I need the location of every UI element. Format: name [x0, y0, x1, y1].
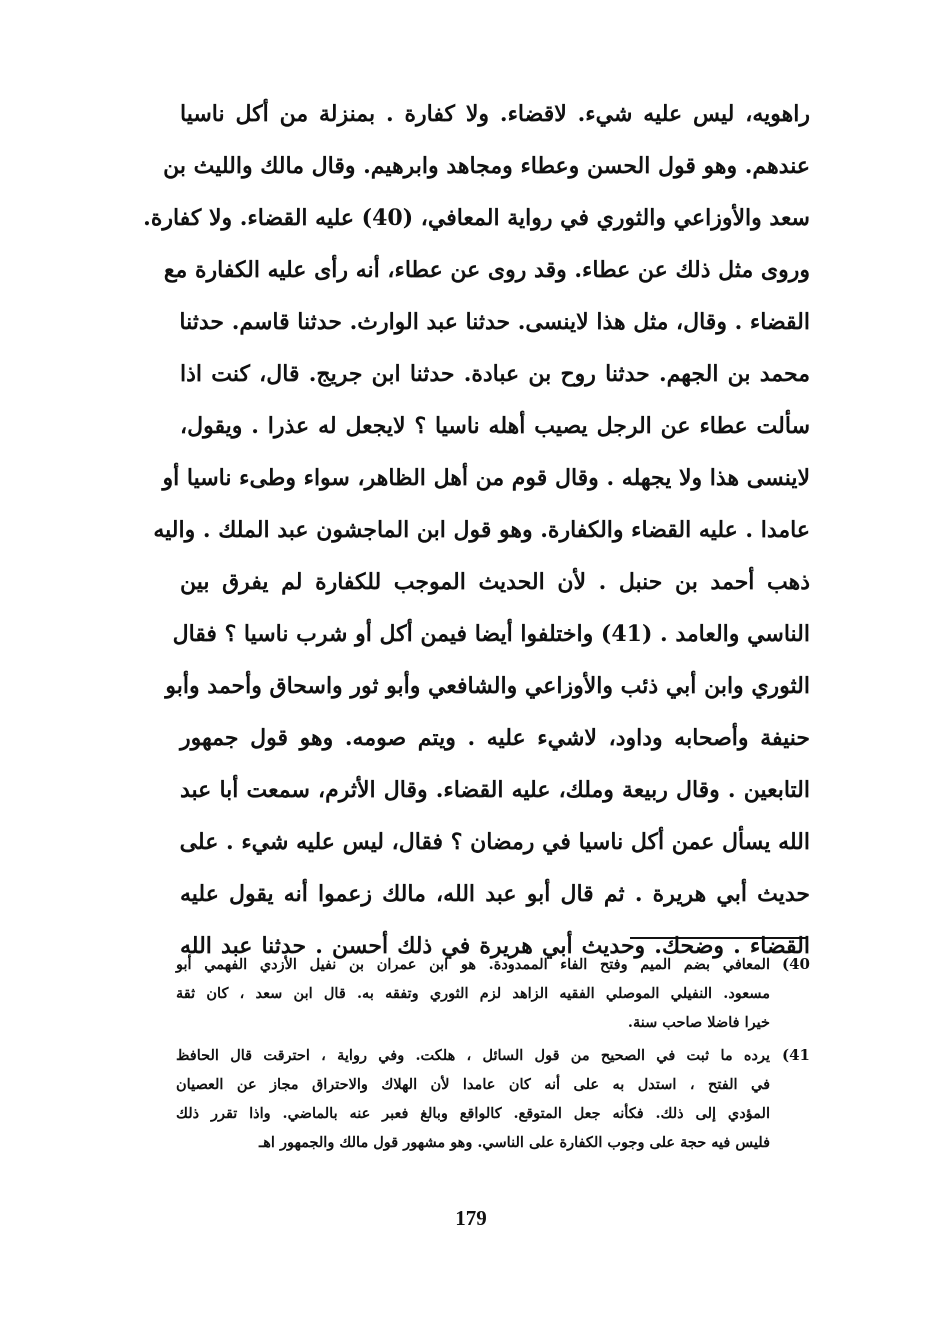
body-line: التابعين . وقال ربيعة وملك، عليه القضاء. وقال الأثرم، سمعت أبا عبد	[180, 777, 810, 803]
footnote-line: فليس فيه حجة على وجوب الكفارة على الناسي. وهو مشهور قول مالك والجمهور اهـ	[259, 1134, 770, 1151]
main-text-body	[143, 88, 810, 972]
body-line: وروى مثل ذلك عن عطاء. وقد روى عن عطاء، أنه رأى عليه الكفارة مع	[163, 257, 810, 283]
body-line: حديث أبي هريرة . ثم قال أبو عبد الله، مالك زعموا أنه يقول عليه	[180, 881, 810, 907]
body-line: سألت عطاء عن الرجل يصيب أهله ناسيا ؟ لايجعل له عذرا . ويقول،	[180, 413, 810, 439]
body-line: حنيفة وأصحابه وداود، لاشيء عليه . ويتم صومه. وهو قول جمهور	[180, 725, 810, 751]
body-line: سعد والأوزاعي والثوري في رواية المعافي، (40) عليه القضاء. ولا كفارة.	[143, 205, 810, 231]
body-line: الله يسأل عمن أكل ناسيا في رمضان ؟ فقال، ليس عليه شيء . على	[179, 829, 810, 855]
footnote-line: خيرا فاضلا صاحب سنة.	[627, 1014, 770, 1031]
footnote-line: مسعود. النفيلي الموصلي الفقيه الزاهد لزم الثوري وتفقه به. قال ابن سعد ، كان ثقة	[176, 985, 770, 1002]
footnotes	[176, 950, 810, 1161]
body-line: القضاء . وضحك. وحديث أبي هريرة في ذلك أحسن . حدثنا عبد الله	[180, 933, 810, 959]
footnote-number: (40	[782, 955, 810, 973]
body-line: لاينسى هذا ولا يجهله . وقال قوم من أهل الظاهر، سواء وطىء ناسيا أو	[162, 465, 810, 491]
body-line: محمد بن الجهم. حدثنا روح بن عبادة. حدثنا ابن جريج. قال، كنت اذا	[180, 361, 810, 387]
footnote-line: المؤدي إلى ذلك. فكأنه جعل المتوقع. كالواقع وبالغ فعبر عنه بالماضي. واذا تقرر ذلك	[176, 1105, 770, 1122]
body-line: ذهب أحمد بن حنبل . لأن الحديث الموجب للكفارة لم يفرق بين	[180, 569, 810, 595]
body-line: القضاء . وقال، مثل هذا لاينسى. حدثنا عبد الوارث. حدثنا قاسم. حدثنا	[179, 309, 810, 335]
body-line: الثوري وابن أبي ذئب والأوزاعي والشافعي وأبو ثور واسحاق وأحمد وأبو	[165, 673, 810, 699]
footnote-40	[176, 950, 810, 1037]
footnote-line: في الفتح ، استدل به على أنه كان عامدا لأن الهلاك والاحتراق مجاز عن العصيان	[176, 1076, 770, 1093]
footnote-separator	[630, 937, 808, 939]
body-line: الناسي والعامد . (41) واختلفوا أيضا فيمن أكل أو شرب ناسيا ؟ فقال	[172, 621, 810, 647]
footnote-41	[176, 1041, 810, 1157]
body-line: عندهم. وهو قول الحسن وعطاء ومجاهد وابرهيم. وقال مالك والليث بن	[163, 153, 810, 179]
footnote-line: يرده ما ثبت في الصحيح من قول السائل ، هلكت. وفي رواية ، احترقت قال الحافظ	[176, 1047, 770, 1064]
body-line: عامدا . عليه القضاء والكفارة. وهو قول ابن الماجشون عبد الملك . واليه	[153, 517, 810, 543]
footnote-line: المعافي بضم الميم وفتح الفاء الممدودة. هو ابن عمران بن نفيل الأزدي الفهمي أبو	[176, 956, 770, 973]
footnote-number: (41	[782, 1046, 810, 1064]
body-line: راهويه، ليس عليه شيء. لاقضاء. ولا كفارة . بمنزلة من أكل ناسيا	[180, 101, 810, 127]
page-number: 179	[455, 1206, 487, 1230]
